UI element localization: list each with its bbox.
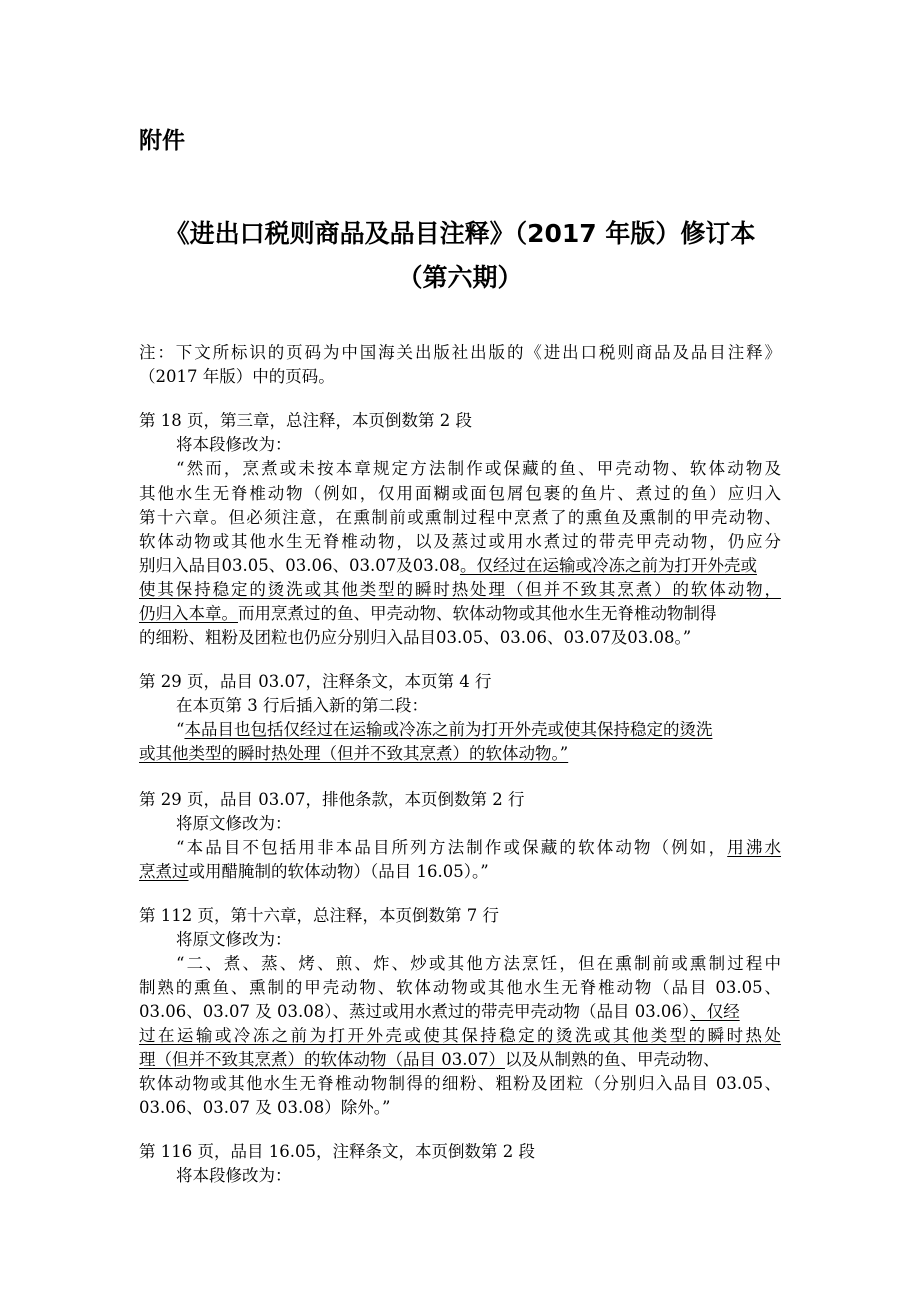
inserted-text: 、仅经 (690, 1002, 740, 1021)
inserted-text: 用沸水 (727, 838, 782, 857)
inserted-text: 。仅经过在运输或冷冻之前为打开外壳或 (459, 556, 757, 575)
amendment-text-line (139, 860, 781, 884)
text-segment: 别归入品目03.05、03.06、03.07及03.08 (139, 556, 460, 575)
section-heading: 第 29 页，品目 03.07，排他条款，本页倒数第 2 行 (139, 790, 525, 809)
inserted-text: 过在运输或冷冻之前为打开外壳或使其保持稳定的烫洗或其他类型的瞬时热处 (139, 1026, 781, 1045)
section-heading: 第 116 页，品目 16.05，注释条文，本页倒数第 2 段 (139, 1142, 535, 1161)
inserted-text: 本品目也包括仅经过在运输或冷冻之前为打开外壳或使其保持稳定的烫洗 (184, 720, 713, 739)
inserted-text: 烹煮过 (139, 862, 189, 881)
inserted-text: 使其保持稳定的烫洗或其他类型的瞬时热处理（但并不致其烹煮）的软体动物， (139, 580, 781, 599)
section-instruction: 在本页第 3 行后插入新的第二段： (176, 696, 428, 715)
amendment-text-line: “二、煮、蒸、烤、煎、炸、炒或其他方法烹饪，但在熏制前或熏制过程中 (176, 954, 781, 973)
amendment-text-line (139, 1000, 781, 1024)
text-segment: 03.06、03.07 及 03.08）、蒸过或用水煮过的带壳甲壳动物（品目 03.06） (139, 1002, 691, 1021)
text-segment: 而用烹煮过的鱼、甲壳动物、软体动物或其他水生无脊椎动物制得 (238, 604, 717, 623)
section-instruction: 将本段修改为： (176, 1166, 292, 1185)
inserted-text: 理（但并不致其烹煮）的软体动物（品目 03.07） (139, 1050, 505, 1069)
text-segment: “ (176, 720, 185, 739)
amendment-text-line: 软体动物或其他水生无脊椎动物制得的细粉、粗粉及团粒（分别归入品目 03.05、 (139, 1074, 781, 1093)
section-heading: 第 18 页，第三章，总注释，本页倒数第 2 段 (139, 411, 472, 430)
amendment-text-line: “然而，烹煮或未按本章规定方法制作或保藏的鱼、甲壳动物、软体动物及 (176, 459, 781, 478)
inserted-text: 仍归入本章。 (139, 604, 238, 623)
amendment-text-line: 其他水生无脊椎动物（例如，仅用面糊或面包屑包裹的鱼片、煮过的鱼）应归入 (139, 484, 781, 503)
section-instruction: 将原文修改为： (176, 930, 292, 949)
amendment-text-line: 的细粉、粗粉及团粒也仍应分别归入品目03.05、03.06、03.07及03.08。” (139, 628, 692, 647)
section-heading: 第 29 页，品目 03.07，注释条文，本页第 4 行 (139, 672, 492, 691)
amendment-text-line (139, 602, 781, 626)
section-heading: 第 112 页，第十六章，总注释，本页倒数第 7 行 (139, 906, 499, 925)
amendment-text-line (139, 578, 781, 602)
attachment-label: 附件 (139, 128, 185, 154)
amendment-text-line (176, 718, 781, 742)
amendment-text-line: 03.06、03.07 及 03.08）除外。” (139, 1098, 391, 1117)
text-segment: “本品目不包括用非本品目所列方法制作或保藏的软体动物（例如， (176, 838, 728, 857)
text-segment: 以及从制熟的鱼、甲壳动物、 (504, 1050, 720, 1069)
inserted-text: 或其他类型的瞬时热处理（但并不致其烹煮）的软体动物。” (139, 744, 569, 763)
note-line: 注：下文所标识的页码为中国海关出版社出版的《进出口税则商品及品目注释》 (139, 343, 781, 362)
amendment-text-line (139, 554, 781, 578)
section-instruction: 将本段修改为： (176, 435, 292, 454)
amendment-text-line: 软体动物或其他水生无脊椎动物，以及蒸过或用水煮过的带壳甲壳动物，仍应分 (139, 532, 781, 551)
text-segment: 或用醋腌制的软体动物）（品目 16.05）。” (188, 862, 489, 881)
amendment-text-line (139, 1024, 781, 1048)
amendment-text-line: 制熟的熏鱼、熏制的甲壳动物、软体动物或其他水生无脊椎动物（品目 03.05、 (139, 978, 781, 997)
section-instruction: 将原文修改为： (176, 814, 292, 833)
document-title: 《进出口税则商品及品目注释》（2017 年版）修订本 (164, 219, 756, 248)
amendment-text-line (139, 1048, 781, 1072)
amendment-text-line (176, 836, 781, 860)
note-line: （2017 年版）中的页码。 (139, 367, 335, 386)
amendment-text-line: 第十六章。但必须注意，在熏制前或熏制过程中烹煮了的熏鱼及熏制的甲壳动物、 (139, 508, 781, 527)
document-subtitle: （第六期） (397, 263, 523, 292)
amendment-text-line (139, 742, 781, 766)
